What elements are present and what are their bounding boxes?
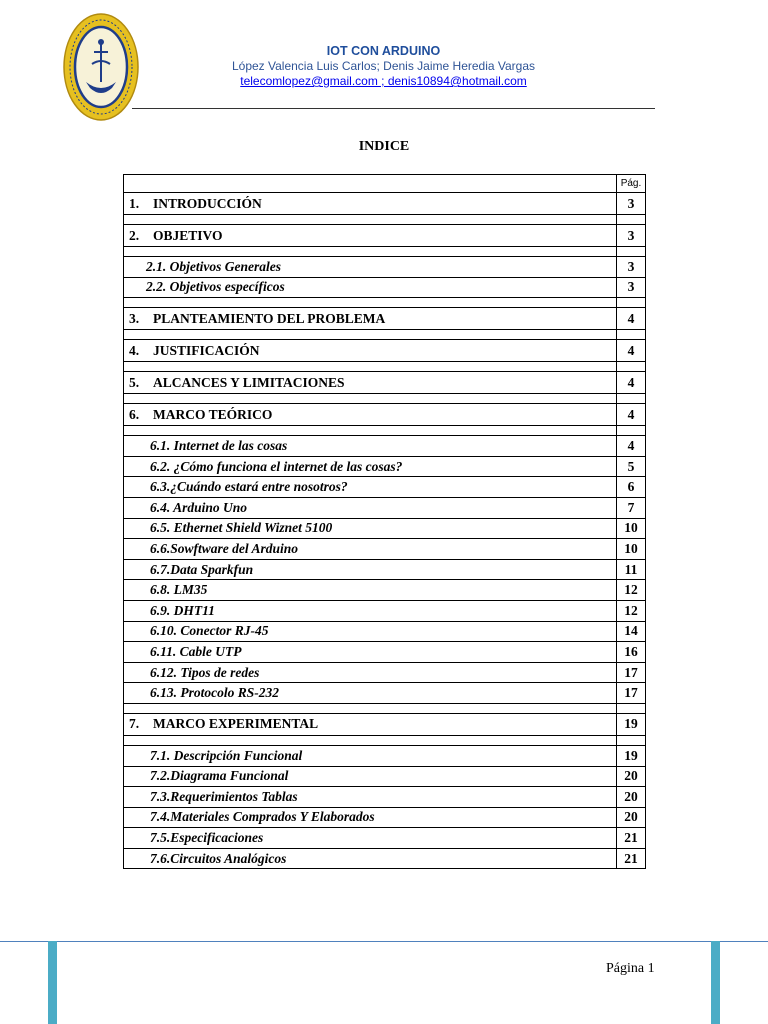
- toc-entry-number: 1.: [129, 195, 140, 211]
- toc-entry-page: 19: [617, 745, 646, 766]
- toc-entry-page: 4: [617, 340, 646, 362]
- toc-entry-label: JUSTIFICACIÓN: [153, 342, 260, 358]
- toc-subsection-row: [124, 518, 646, 539]
- toc-entry-title: [124, 713, 617, 735]
- toc-entry-page: 11: [617, 559, 646, 580]
- toc-entry-title: [124, 340, 617, 362]
- toc-entry-page: 4: [617, 404, 646, 426]
- toc-entry-page: 3: [617, 225, 646, 247]
- toc-section-row: [124, 308, 646, 330]
- toc-entry-page: 6: [617, 477, 646, 498]
- toc-entry-label: MARCO TEÓRICO: [153, 406, 273, 422]
- toc-spacer-cell: [124, 703, 617, 713]
- toc-entry-page: 3: [617, 257, 646, 278]
- toc-entry-title: 7.3.Requerimientos Tablas: [124, 787, 617, 808]
- toc-entry-number: 5.: [129, 374, 140, 390]
- toc-entry-title: 6.13. Protocolo RS-232: [124, 683, 617, 704]
- toc-spacer-row: [124, 215, 646, 225]
- toc-entry-page: 10: [617, 518, 646, 539]
- toc-section-row: [124, 340, 646, 362]
- toc-section-row: [124, 193, 646, 215]
- table-of-contents: [123, 174, 646, 869]
- toc-subsection-row: [124, 497, 646, 518]
- toc-entry-page: 20: [617, 766, 646, 787]
- toc-header-row: [124, 175, 646, 193]
- toc-entry-title: 7.6.Circuitos Analógicos: [124, 848, 617, 869]
- toc-entry-title: 6.5. Ethernet Shield Wiznet 5100: [124, 518, 617, 539]
- toc-entry-page: 14: [617, 621, 646, 642]
- toc-subsection-row: [124, 745, 646, 766]
- page-number: Página 1: [606, 961, 655, 976]
- toc-entry-page: 7: [617, 497, 646, 518]
- toc-entry-title: 6.11. Cable UTP: [124, 642, 617, 663]
- toc-entry-title: 7.4.Materiales Comprados Y Elaborados: [124, 807, 617, 828]
- toc-entry-label: INTRODUCCIÓN: [153, 195, 262, 211]
- toc-subsection-row: [124, 600, 646, 621]
- toc-entry-number: 3.: [129, 310, 140, 326]
- toc-spacer-page-cell: [617, 703, 646, 713]
- toc-spacer-page-cell: [617, 362, 646, 372]
- toc-entry-title: 6.2. ¿Cómo funciona el internet de las cosas?: [124, 456, 617, 477]
- toc-subsection-row: [124, 766, 646, 787]
- toc-subsection-row: [124, 456, 646, 477]
- toc-subsection-row: [124, 683, 646, 704]
- toc-entry-label: PLANTEAMIENTO DEL PROBLEMA: [153, 310, 386, 326]
- toc-spacer-row: [124, 703, 646, 713]
- toc-entry-page: 5: [617, 456, 646, 477]
- toc-entry-title: 6.4. Arduino Uno: [124, 497, 617, 518]
- toc-entry-title: 7.5.Especificaciones: [124, 828, 617, 849]
- toc-entry-label: ALCANCES Y LIMITACIONES: [153, 374, 345, 390]
- toc-subsection-row: [124, 559, 646, 580]
- toc-entry-page: 12: [617, 600, 646, 621]
- toc-entry-page: 21: [617, 848, 646, 869]
- header-title: IOT CON ARDUINO: [326, 44, 441, 58]
- toc-entry-title: [124, 404, 617, 426]
- toc-spacer-row: [124, 247, 646, 257]
- toc-entry-title: 2.1. Objetivos Generales: [124, 257, 617, 278]
- toc-entry-title: 7.2.Diagrama Funcional: [124, 766, 617, 787]
- toc-entry-page: 3: [617, 193, 646, 215]
- toc-section-row: [124, 225, 646, 247]
- toc-entry-title: [124, 372, 617, 394]
- footer-right-accent-bar: [711, 941, 720, 1024]
- toc-spacer-page-cell: [617, 298, 646, 308]
- toc-section-row: [124, 372, 646, 394]
- toc-entry-number: 7.: [129, 716, 140, 732]
- toc-section-row: [124, 404, 646, 426]
- toc-spacer-page-cell: [617, 426, 646, 436]
- toc-entry-label: MARCO EXPERIMENTAL: [153, 716, 319, 732]
- toc-entry-title: 7.1. Descripción Funcional: [124, 745, 617, 766]
- toc-spacer-cell: [124, 330, 617, 340]
- toc-spacer-cell: [124, 394, 617, 404]
- toc-subsection-row: [124, 662, 646, 683]
- toc-subsection-row: [124, 787, 646, 808]
- toc-entry-number: 2.: [129, 227, 140, 243]
- toc-spacer-cell: [124, 298, 617, 308]
- toc-entry-number: 4.: [129, 342, 140, 358]
- toc-entry-title: 2.2. Objetivos específicos: [124, 277, 617, 298]
- toc-entry-page: 17: [617, 683, 646, 704]
- toc-spacer-cell: [124, 426, 617, 436]
- toc-entry-page: 19: [617, 713, 646, 735]
- toc-entry-title: [124, 193, 617, 215]
- toc-spacer-row: [124, 735, 646, 745]
- toc-section-row: [124, 713, 646, 735]
- toc-subsection-row: [124, 277, 646, 298]
- footer-left-accent-bar: [48, 941, 57, 1024]
- footer-divider: [0, 941, 768, 942]
- toc-subsection-row: [124, 539, 646, 560]
- toc-entry-title: 6.10. Conector RJ-45: [124, 621, 617, 642]
- toc-entry-title: 6.8. LM35: [124, 580, 617, 601]
- header-authors: López Valencia Luis Carlos; Denis Jaime Heredia Vargas: [231, 59, 536, 73]
- toc-entry-title: 6.3.¿Cuándo estará entre nosotros?: [124, 477, 617, 498]
- toc-subsection-row: [124, 642, 646, 663]
- toc-entry-page: 16: [617, 642, 646, 663]
- toc-entry-title: 6.7.Data Sparkfun: [124, 559, 617, 580]
- toc-spacer-row: [124, 394, 646, 404]
- toc-entry-page: 20: [617, 787, 646, 808]
- toc-header-label-cell: [124, 175, 617, 193]
- toc-entry-page: 17: [617, 662, 646, 683]
- toc-spacer-page-cell: [617, 330, 646, 340]
- toc-spacer-row: [124, 330, 646, 340]
- page-title: INDICE: [358, 139, 410, 154]
- toc-entry-page: 4: [617, 372, 646, 394]
- toc-spacer-cell: [124, 215, 617, 225]
- toc-spacer-cell: [124, 247, 617, 257]
- document-header: [200, 44, 567, 89]
- toc-entry-title: 6.1. Internet de las cosas: [124, 436, 617, 457]
- header-emails-link[interactable]: telecomlopez@gmail.com ; denis10894@hotmail.com: [240, 74, 527, 88]
- toc-spacer-page-cell: [617, 394, 646, 404]
- toc-entry-label: OBJETIVO: [153, 227, 223, 243]
- toc-spacer-row: [124, 362, 646, 372]
- toc-entry-page: 4: [617, 436, 646, 457]
- toc-entry-title: 6.9. DHT11: [124, 600, 617, 621]
- toc-entry-title: [124, 225, 617, 247]
- toc-subsection-row: [124, 580, 646, 601]
- toc-entry-page: 21: [617, 828, 646, 849]
- toc-spacer-page-cell: [617, 247, 646, 257]
- toc-entry-title: 6.6.Sowftware del Arduino: [124, 539, 617, 560]
- toc-spacer-cell: [124, 362, 617, 372]
- toc-entry-title: [124, 308, 617, 330]
- toc-entry-page: 12: [617, 580, 646, 601]
- toc-page-header: Pág.: [617, 175, 646, 193]
- toc-subsection-row: [124, 828, 646, 849]
- toc-entry-number: 6.: [129, 406, 140, 422]
- toc-subsection-row: [124, 477, 646, 498]
- toc-subsection-row: [124, 848, 646, 869]
- header-divider: [132, 108, 655, 109]
- toc-entry-title: 6.12. Tipos de redes: [124, 662, 617, 683]
- toc-spacer-cell: [124, 735, 617, 745]
- toc-entry-page: 20: [617, 807, 646, 828]
- university-seal-icon: [62, 12, 140, 122]
- toc-spacer-row: [124, 426, 646, 436]
- toc-entry-page: 10: [617, 539, 646, 560]
- toc-entry-page: 3: [617, 277, 646, 298]
- toc-spacer-row: [124, 298, 646, 308]
- toc-spacer-page-cell: [617, 735, 646, 745]
- toc-entry-page: 4: [617, 308, 646, 330]
- toc-subsection-row: [124, 257, 646, 278]
- toc-subsection-row: [124, 807, 646, 828]
- toc-subsection-row: [124, 621, 646, 642]
- toc-spacer-page-cell: [617, 215, 646, 225]
- toc-subsection-row: [124, 436, 646, 457]
